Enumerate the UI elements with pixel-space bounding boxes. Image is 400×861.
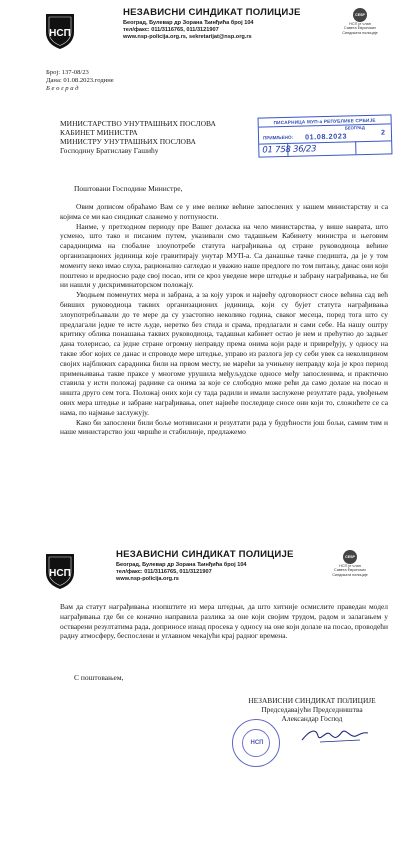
cesp-logo-icon <box>340 8 380 35</box>
logo-text: НСП <box>49 28 71 39</box>
stamp-city: БЕОГРАД <box>344 125 365 131</box>
document-meta <box>46 69 114 93</box>
stamp-handwritten-number: 01 758 36/23 <box>262 144 317 156</box>
cesp-logo-text: CESP <box>343 550 357 564</box>
logo-text: НСП <box>49 568 71 579</box>
cesp-note-1: НСП је члан <box>339 564 361 568</box>
salutation: Поштовани Господине Министре, <box>74 184 183 193</box>
cesp-note-2: Савета Европских <box>333 568 367 573</box>
letter-page-2 <box>0 538 400 861</box>
recipient-line-3: МИНИСТРУ УНУТРАШЊИХ ПОСЛОВА <box>60 137 196 146</box>
round-stamp-center: НСП <box>250 740 264 746</box>
letter-body-2 <box>60 602 388 641</box>
org-address: Београд, Булевар др Зорана Ђинђића број 104 <box>116 562 247 568</box>
paragraph-1: Овим дописом обраћамо Вам се у име велике већине запослених у нашем министарству и са којима се ми као синдикат слажемо у потпуности. <box>60 202 388 221</box>
letter-body-1 <box>60 202 388 437</box>
cesp-note-2: Савета Европских <box>343 26 377 31</box>
registry-stamp <box>258 114 393 157</box>
handwritten-signature <box>300 724 370 746</box>
org-web: www.nsp-policija.org.rs, sekretarijat@nsp.org.rs <box>123 34 252 40</box>
document-date: Дана: 01.08.2023.године <box>46 77 114 84</box>
cesp-note-3: Синдиката полиције <box>342 30 378 35</box>
paragraph-3: Уводњем поменутих мера и забрана, а за коју узрок и највећу одговорност сносе већина сад већ бивших руководиоца таквих организационих јединица, који су бујет статута награђивања злоупотребљавали до те мере да су узастопно неколико година, сваког месеца, поред тога што су предлагали једне те исте људе, неретко без стида и срама, предлагали и сами себе. На нашу оштру критику облика понашања таквих руководиоца, тадашњи кабинет остао је нем и прећутно до задњег дана толерисао, са једне стране огромну неправду према онима који раде и привређују, у односу на такве због којих се данас и спроводе мере штедње, управо из разлога јер су себи увек са неколицином својих најближих сарадника били на првом месту, не марећи за учињену неправду која је кроз период примењивања такве праксе у многоме урушила међуљудске односе међу запосленима, и практично ставила у исти положај раднике са онима за које се слободно може рећи да само долазе на посао и ништа друго сем тога. Положај оних који су тада радили и имали заслужене резултате рада, увођењем ових мера штедње и забране награђивања, опет највеће последице сносе они који то, сложићете се са нама, по најмање заслужују. <box>60 290 388 417</box>
org-name: НЕЗАВИСНИ СИНДИКАТ ПОЛИЦИЈЕ <box>116 549 294 560</box>
org-address: Београд, Булевар др Зорана Ђинђића број 104 <box>123 20 254 26</box>
paragraph-5: Вам да статут награђивања изопштите из мера штедњи, да што хитније осмислите праведан модел награђивања где би се коначно направила разлика за оне који својим трудом, радом и залагањем у остварени резултатима рада, доприносе изнад просека у односу на оне који долазе на посао, проводећи радну атмосферу, беспослени и углавном чекајући крај радног времена. <box>60 602 388 641</box>
closing: С поштовањем, <box>74 673 124 682</box>
cesp-logo-text: CESP <box>353 8 367 22</box>
recipient-line-2: КАБИНЕТ МИНИСТРА <box>60 128 138 137</box>
org-web: www.nsp-policija.org.rs <box>116 576 179 582</box>
signature-org: НЕЗАВИСНИ СИНДИКАТ ПОЛИЦИЈЕ <box>248 696 376 705</box>
paragraph-2: Наиме, у претходном периоду пре Вашег доласка на чело министарства, у више наврата, што усмено, што тако и писаним путем, указивали смо тадашњем Кабинету министра и његовим сарадницима на глобалне злоупотребе статута награђивања од стране руководиоца већине организационих јединица које гравитирају унутар МУП-а. Са данашње тачке гледишта, да је у том моменту неко имао слуха, рационално сагледао и уважио наше предлоге по том питању, данас они који поштено и вредносно раде свој посао, ити се кроз уведене мере штедње и забрану награђивања, не би ни нашли у дискриминаторском положају. <box>60 221 388 290</box>
paragraph-4: Како би запослени били боље мотивисани и резултати рада у будућности још бољи, самим тим и наше министарство још чвршће и стабилније, предлажемо <box>60 417 388 437</box>
police-shield-logo-icon <box>44 550 76 590</box>
document-city: Б е о г р а д <box>46 85 79 92</box>
union-round-stamp <box>232 719 280 767</box>
stamp-pages: 2 <box>380 129 386 137</box>
cesp-note-1: НСП је члан <box>349 22 371 26</box>
signature-name: Александар Господ <box>281 714 343 724</box>
police-shield-logo-icon <box>44 10 76 50</box>
document-number: Број: 137-08/23 <box>46 69 89 76</box>
org-phones: тел/факс: 011/3116765, 011/3121907 <box>123 27 219 33</box>
org-name: НЕЗАВИСНИ СИНДИКАТ ПОЛИЦИЈЕ <box>123 7 301 18</box>
signature-role: Председавајући Председништва <box>261 705 363 715</box>
cesp-logo-icon <box>330 550 370 577</box>
recipient-line-1: МИНИСТАРСТВО УНУТРАШЊИХ ПОСЛОВА <box>60 119 216 128</box>
stamp-received-label: ПРИМЉЕНО: <box>262 134 294 141</box>
stamp-title: ПИСАРНИЦА МУП-а РЕПУБЛИКЕ СРБИЈЕ <box>259 115 391 127</box>
org-phones: тел/факс: 011/3116765, 011/3121907 <box>116 569 212 575</box>
cesp-note-3: Синдиката полиције <box>332 572 368 577</box>
stamp-received-date: 01.08.2023 <box>304 131 348 142</box>
recipient-block <box>60 119 216 155</box>
recipient-line-4: Господину Братиславу Гашићу <box>60 146 159 155</box>
